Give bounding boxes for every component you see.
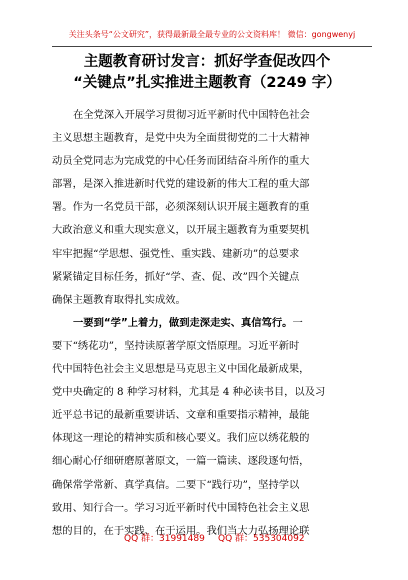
- header-divider: [52, 46, 372, 47]
- document-title-line-2: “关键点”扎实推进主题教育（2249 字）: [73, 75, 341, 91]
- body-line: 确保常学常新、真学真信。二要下“践行功”，坚持学以: [52, 478, 300, 491]
- section-heading-continuation: 一: [292, 316, 303, 329]
- body-line: 紧紧锚定目标任务，抓好“学、查、促、改”四个关键点: [52, 270, 300, 283]
- qq-group-left: QQ 群：31991489: [124, 534, 205, 544]
- body-line: 致用、知行合一。学习习近平新时代中国特色社会主义思: [52, 501, 310, 514]
- footer-contacts: [0, 531, 408, 545]
- body-line: 动员全党同志为完成党的中心任务而团结奋斗所作的重大: [52, 155, 310, 168]
- document-title-line-1: 主题教育研讨发言：抓好学查促改四个: [83, 54, 331, 70]
- qq-group-right: QQ 群：535304092: [218, 534, 305, 544]
- section-heading-line: [52, 312, 374, 335]
- body-line: 体现这一理论的精神实质和核心要义。我们应以绣花般的: [52, 432, 310, 445]
- body-line: 确保主题教育取得扎实成效。: [52, 293, 186, 306]
- body-line: 署。作为一名党员干部，必须深刻认识开展主题教育的重: [52, 201, 310, 214]
- body-line: 牢牢把握“学思想、强党性、重实践、建新功”的总要求: [52, 247, 300, 260]
- document-title: [42, 52, 372, 94]
- body-line: 细心耐心仔细研磨原著原文，一篇一篇读、逐段逐句悟，: [52, 455, 310, 468]
- body-line: 在全党深入开展学习贯彻习近平新时代中国特色社会: [73, 109, 310, 121]
- body-line: 想的目的，在于实践、在于运用。我们当大力弘扬理论联: [52, 524, 310, 537]
- body-line: 部署，是深入推进新时代党的建设新的伟大工程的重大部: [52, 178, 310, 191]
- document-body: [52, 104, 374, 543]
- body-line: 近平总书记的最新重要讲话、文章和重要指示精神，最能: [52, 409, 310, 422]
- body-line: 要下“绣花功”，坚持读原著学原文悟原理。习近平新时: [52, 339, 300, 352]
- header-banner: [52, 24, 372, 44]
- section-heading: 一要到“学”上着力，做到走深走实、真信笃行。: [73, 316, 293, 329]
- body-line: 代中国特色社会主义思想是马克思主义中国化最新成果，: [52, 363, 310, 376]
- header-banner-text: 关注头条号“公文研究”，获得最新最全最专业的公文资料库！ 微信：gongwenyj: [68, 29, 356, 39]
- body-line: 党中央确定的 8 种学习材料，尤其是 4 种必读书目，以及习: [52, 386, 326, 399]
- body-line: 主义思想主题教育，是党中央为全面贯彻党的二十大精神: [52, 132, 310, 145]
- body-line: 大政治意义和重大现实意义，以开展主题教育为重要契机: [52, 224, 310, 237]
